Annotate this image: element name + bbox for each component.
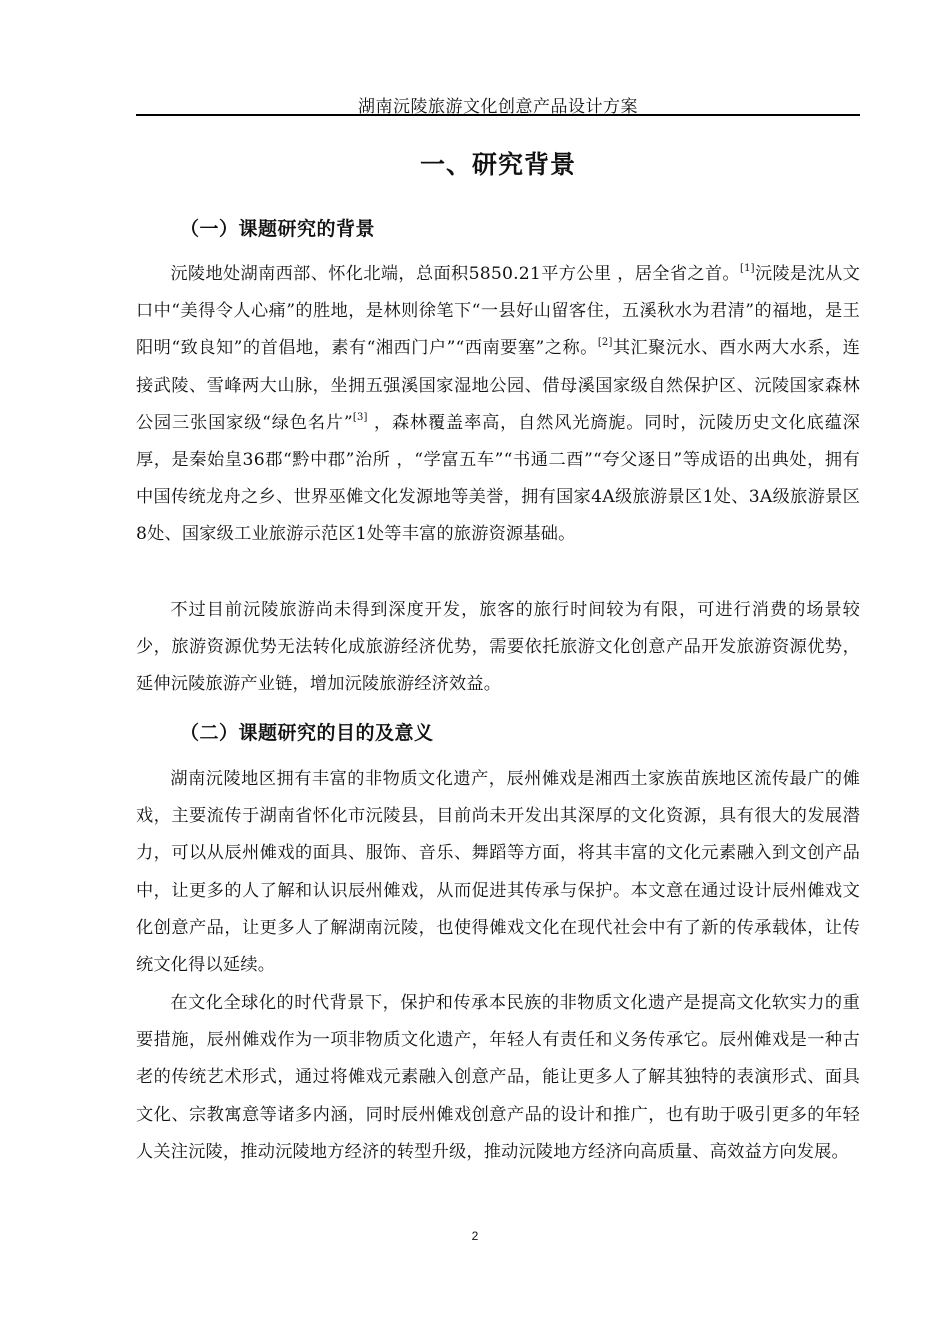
- header-rule: [136, 114, 860, 116]
- paragraph-purpose-2: 在文化全球化的时代背景下，保护和传承本民族的非物质文化遗产是提高文化软实力的重要措施，辰州傩戏作为一项非物质文化遗产，年轻人有责任和义务传承它。辰州傩戏是一种古老的传统艺术形式，通过将傩戏元素融入创意产品，能让更多人了解其独特的表演形式、面具文化、宗教寓意等诸多内涵，同时辰州傩戏创意产品的设计和推广，也有助于吸引更多的年轻人关注沅陵，推动沅陵地方经济的转型升级，推动沅陵地方经济向高质量、高效益方向发展。: [136, 993, 860, 1162]
- running-header: 湖南沅陵旅游文化创意产品设计方案: [358, 97, 638, 117]
- section-title-background: （一）课题研究的背景: [180, 218, 376, 240]
- section-title-purpose: （二）课题研究的目的及意义: [180, 722, 434, 744]
- chapter-title: 一、研究背景: [419, 150, 576, 179]
- citation-ref-3[interactable]: [3]: [352, 411, 368, 423]
- page-number: 2: [471, 1229, 479, 1243]
- paragraph-background-2: 不过目前沅陵旅游尚未得到深度开发，旅客的旅行时间较为有限，可进行消费的场景较少，旅游资源优势无法转化成旅游经济优势，需要依托旅游文化创意产品开发旅游资源优势，延伸沅陵旅游产业链，增加沅陵旅游经济效益。: [136, 600, 860, 695]
- paragraph-text: 沅陵地处湖南西部、怀化北端，总面积5850.21平方公里 ，居全省之首。: [170, 264, 740, 284]
- paragraph-purpose-1: 湖南沅陵地区拥有丰富的非物质文化遗产，辰州傩戏是湘西土家族苗族地区流传最广的傩戏，主要流传于湖南省怀化市沅陵县，目前尚未开发出其深厚的文化资源，具有很大的发展潜力，可以从辰州傩戏的面具、服饰、音乐、舞蹈等方面，将其丰富的文化元素融入到文创产品中，让更多的人了解和认识辰州傩戏，从而促进其传承与保护。本文意在通过设计辰州傩戏文化创意产品，让更多人了解湖南沅陵，也使得傩戏文化在现代社会中有了新的传承载体，让传统文化得以延续。: [136, 769, 860, 976]
- citation-ref-1[interactable]: [1]: [739, 263, 755, 274]
- paragraph-background-1: [136, 256, 860, 554]
- paragraph-text: 沅陵是沈从文口中“美得令人心痛”的胜地，是林则徐笔下“一县好山留客住，五溪秋水为君清”的福地，是王阳明“致良知”的首倡地，素有“湘西门户”“西南要塞”之称。: [136, 264, 860, 359]
- citation-ref-2[interactable]: [2]: [597, 337, 613, 349]
- paragraph-text: ，森林覆盖率高，自然风光旖旎。同时，沅陵历史文化底蕴深厚，是秦始皇36郡“黔中郡”治所 ，“学富五车”“书通二酉”“夸父逐日”等成语的出典处，拥有中国传统龙舟之乡、世界巫傩文化发源地等美誉，拥有国家4A级旅游景区1处、3A级旅游景区8处、国家级工业旅游示范区1处等丰富的旅游资源基础。: [136, 412, 860, 545]
- paragraph-text: 其汇聚沅水、酉水两大水系，连接武陵、雪峰两大山脉，坐拥五强溪国家湿地公园、借母溪国家级自然保护区、沅陵国家森林公园三张国家级“绿色名片”: [136, 338, 860, 433]
